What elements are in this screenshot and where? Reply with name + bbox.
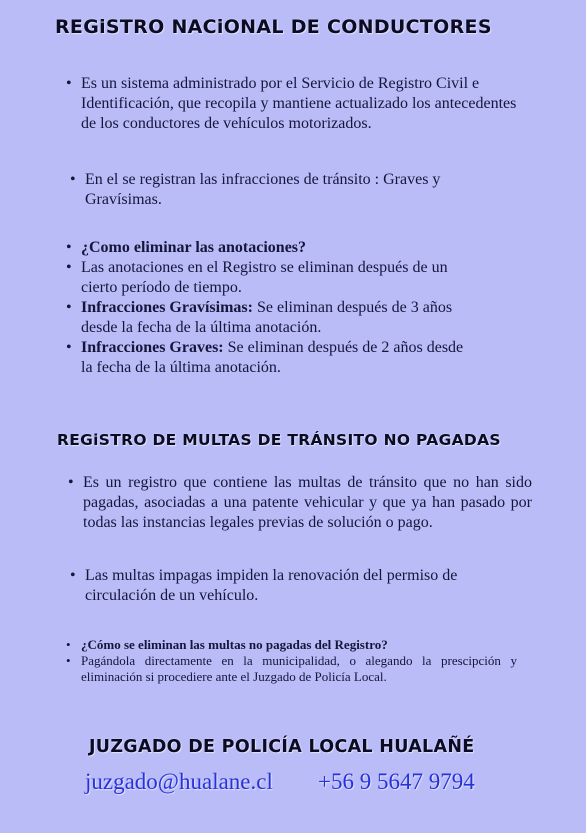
bullet-text: En el se registran las infracciones de tránsito : Graves y Gravísimas. xyxy=(85,171,441,208)
list-item xyxy=(66,653,517,685)
graves-label: Infracciones Graves: xyxy=(81,339,224,356)
eliminar-multas-list xyxy=(66,637,517,685)
section-title-multas-no-pagadas: REGiSTRO DE MULTAS DE TRÁNSITO NO PAGADAS xyxy=(57,431,501,449)
conductores-intro-list xyxy=(66,74,526,134)
list-item xyxy=(68,473,532,533)
question-text: ¿Cómo se eliminan las multas no pagadas del Registro? xyxy=(81,637,388,652)
footer-title-juzgado: JUZGADO DE POLICÍA LOCAL HUALAÑÉ xyxy=(89,737,475,757)
eliminar-anotaciones-list xyxy=(66,238,476,378)
list-item xyxy=(66,74,526,134)
phone-number: +56 9 5647 9794 xyxy=(318,769,475,794)
bullet-text: Las anotaciones en el Registro se eliminan después de un cierto período de tiempo. xyxy=(81,259,448,296)
multas-impagas-list xyxy=(70,566,510,606)
section-title-registro-conductores: REGiSTRO NACiONAL DE CONDUCTORES xyxy=(55,16,492,38)
question-text: ¿Como eliminar las anotaciones? xyxy=(81,239,307,256)
multas-intro-list xyxy=(68,473,532,533)
list-item xyxy=(66,238,476,258)
bullet-text: Es un registro que contiene las multas de tránsito que no han sido pagadas, asociadas a una patente vehicular y que ya han pasado por todas las instancias legales previas de solución o pago. xyxy=(83,474,532,531)
list-item xyxy=(66,258,476,298)
bullet-text: Es un sistema administrado por el Servicio de Registro Civil e Identificación, que recopila y mantiene actualizado los antecedentes de los conductores de vehículos motorizados. xyxy=(81,75,517,132)
conductores-infracciones-list xyxy=(70,170,510,210)
graves-text: Se eliminan después de 2 años desde la fecha de la última anotación. xyxy=(81,339,464,376)
email-link[interactable]: juzgado@hualane.cl xyxy=(85,769,273,794)
gravisimas-label: Infracciones Gravísimas: xyxy=(81,299,253,316)
list-item xyxy=(70,170,510,210)
list-item xyxy=(66,338,476,378)
gravisimas-text: Se eliminan después de 3 años desde la fecha de la última anotación. xyxy=(81,299,453,336)
list-item xyxy=(70,566,510,606)
list-item xyxy=(66,298,476,338)
answer-text: Pagándola directamente en la municipalidad, o alegando la prescipción y eliminación si procediere ante el Juzgado de Policía Local. xyxy=(81,653,517,684)
bullet-text: Las multas impagas impiden la renovación del permiso de circulación de un vehículo. xyxy=(85,567,458,604)
list-item xyxy=(66,637,517,653)
